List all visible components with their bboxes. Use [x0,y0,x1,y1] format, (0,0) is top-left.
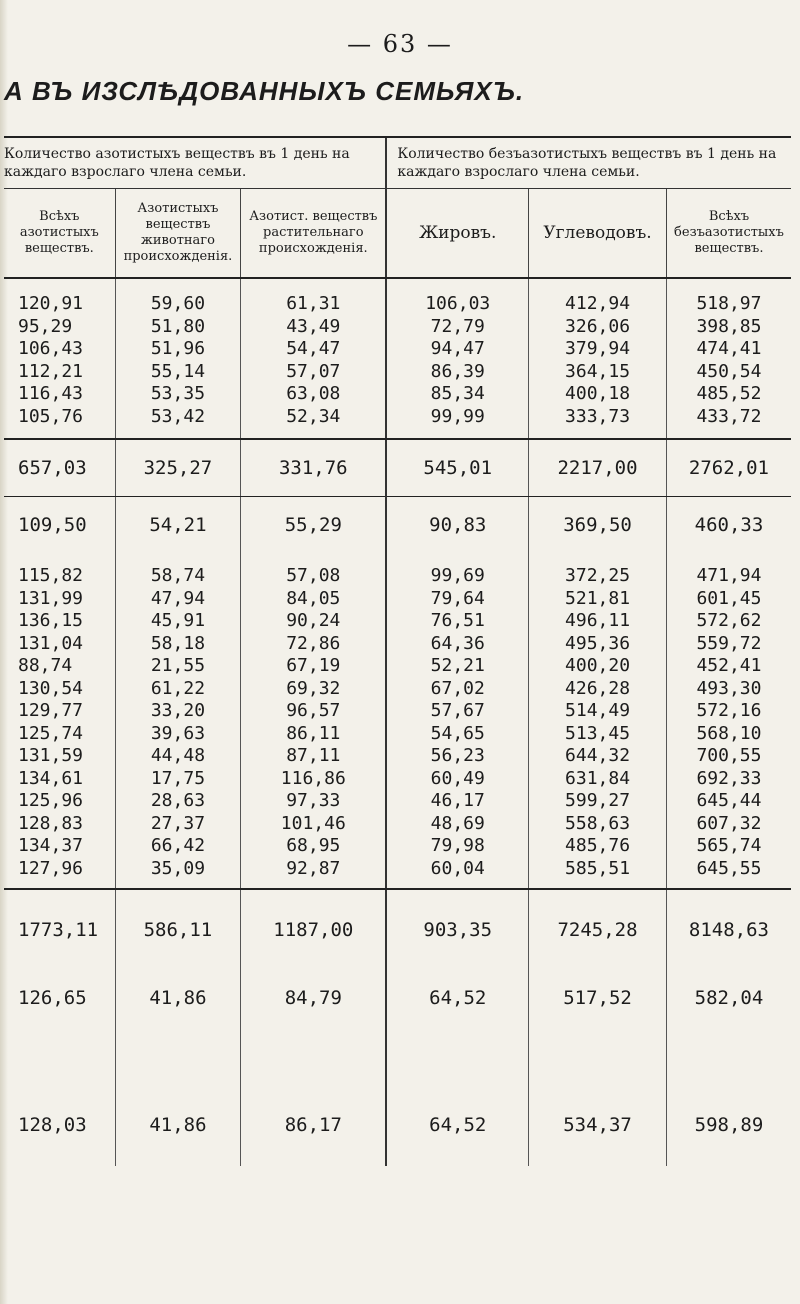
cell-carbohydrates: 2217,00 [529,439,667,497]
cell-total-nitrogen: 88,74 [18,655,73,676]
table-row [4,406,791,440]
cell-total-non-nitrogen: 433,72 [666,406,791,440]
column-header-plant-nitrogen: Азотист. веществъ растительнаго происхожденія. [241,189,387,279]
cell-total-non-nitrogen: 493,30 [666,678,791,701]
cell-animal-nitrogen: 54,21 [115,497,241,554]
cell-fats: 99,69 [386,553,528,588]
cell-animal-nitrogen: 325,27 [115,439,241,497]
cell-total-nitrogen: 136,15 [18,610,84,631]
cell-plant-nitrogen: 96,57 [241,700,387,723]
cell-animal-nitrogen: 51,80 [115,316,241,339]
column-header-total-non-nitrogen: Всѣхъ безъазотистыхъ веществъ. [666,189,791,279]
table-row [4,610,791,633]
nutrition-table [4,136,791,1166]
cell-plant-nitrogen: 84,79 [241,970,387,1026]
cell-animal-nitrogen: 55,14 [115,361,241,384]
cell-total-nitrogen: 1773,11 [18,919,99,941]
cell-fats: 545,01 [386,439,528,497]
cell-total-non-nitrogen: 700,55 [666,745,791,768]
cell-fats: 72,79 [386,316,528,339]
cell-total-nitrogen: 131,99 [18,587,84,609]
cell-carbohydrates: 495,36 [529,633,667,656]
cell-animal-nitrogen: 41,86 [115,970,241,1026]
cell-total-nitrogen: 130,54 [18,677,84,699]
cell-animal-nitrogen: 21,55 [115,655,241,678]
cell-carbohydrates: 379,94 [529,338,667,361]
cell-animal-nitrogen: 53,35 [115,383,241,406]
cell-animal-nitrogen: 35,09 [115,858,241,890]
group-header-nitrogen: Количество азотистыхъ веществъ въ 1 день на каждаго взрослаго члена семьи. [4,137,386,189]
cell-carbohydrates: 326,06 [529,316,667,339]
cell-total-non-nitrogen: 485,52 [666,383,791,406]
cell-fats: 99,99 [386,406,528,440]
table-row [4,678,791,701]
cell-fats: 76,51 [386,610,528,633]
cell-total-nitrogen: 109,50 [18,514,87,536]
cell-animal-nitrogen: 39,63 [115,723,241,746]
cell-plant-nitrogen: 1187,00 [241,889,387,970]
cell-carbohydrates: 485,76 [529,835,667,858]
cell-total-non-nitrogen: 607,32 [666,813,791,836]
cell-plant-nitrogen: 116,86 [241,768,387,791]
cell-fats: 90,83 [386,497,528,554]
table-row [4,858,791,890]
cell-fats: 52,21 [386,655,528,678]
cell-total-non-nitrogen: 692,33 [666,768,791,791]
sum-row [4,439,791,497]
cell-total-non-nitrogen: 582,04 [666,970,791,1026]
cell-fats: 60,49 [386,768,528,791]
cell-total-non-nitrogen: 2762,01 [666,439,791,497]
cell-fats: 54,65 [386,723,528,746]
cell-total-non-nitrogen: 568,10 [666,723,791,746]
cell-plant-nitrogen: 86,17 [241,1026,387,1166]
cell-total-nitrogen: 116,43 [18,383,84,404]
cell-plant-nitrogen: 86,11 [241,723,387,746]
cell-plant-nitrogen: 87,11 [241,745,387,768]
cell-fats: 903,35 [386,889,528,970]
table-row [4,361,791,384]
cell-total-non-nitrogen: 645,55 [666,858,791,890]
column-header-total-nitrogen: Всѣхъ азотистыхъ веществъ. [4,189,115,279]
cell-animal-nitrogen: 33,20 [115,700,241,723]
page-number: — 63 — [347,30,453,58]
cell-plant-nitrogen: 331,76 [241,439,387,497]
cell-carbohydrates: 426,28 [529,678,667,701]
cell-total-non-nitrogen: 572,16 [666,700,791,723]
cell-carbohydrates: 558,63 [529,813,667,836]
cell-carbohydrates: 333,73 [529,406,667,440]
cell-total-nitrogen: 128,03 [18,1114,87,1136]
cell-total-non-nitrogen: 450,54 [666,361,791,384]
table-row [4,588,791,611]
cell-carbohydrates: 599,27 [529,790,667,813]
cell-plant-nitrogen: 72,86 [241,633,387,656]
group-header-non-nitrogen: Количество безъазотистыхъ веществъ въ 1 день на каждаго взрослаго члена семьи. [386,137,791,189]
cell-plant-nitrogen: 90,24 [241,610,387,633]
cell-carbohydrates: 400,20 [529,655,667,678]
cell-fats: 67,02 [386,678,528,701]
sum-row [4,889,791,970]
column-header-row [4,189,791,279]
cell-total-non-nitrogen: 518,97 [666,278,791,316]
table-row [4,553,791,588]
cell-animal-nitrogen: 45,91 [115,610,241,633]
cell-plant-nitrogen: 84,05 [241,588,387,611]
table-row [4,655,791,678]
cell-plant-nitrogen: 67,19 [241,655,387,678]
cell-total-nitrogen: 128,83 [18,812,84,834]
cell-fats: 48,69 [386,813,528,836]
cell-animal-nitrogen: 58,18 [115,633,241,656]
cell-total-nitrogen: 127,96 [4,858,115,890]
cell-animal-nitrogen: 61,22 [115,678,241,701]
cell-fats: 85,34 [386,383,528,406]
table-row [4,768,791,791]
cell-total-nitrogen: 657,03 [4,439,115,497]
cell-total-non-nitrogen: 452,41 [666,655,791,678]
cell-total-non-nitrogen: 572,62 [666,610,791,633]
cell-carbohydrates: 7245,28 [529,889,667,970]
table-row [4,723,791,746]
table-row [4,745,791,768]
cell-total-nitrogen: 134,61 [18,767,84,789]
cell-animal-nitrogen: 44,48 [115,745,241,768]
cell-plant-nitrogen: 57,07 [241,361,387,384]
column-header-animal-nitrogen: Азотистыхъ веществъ животнаго происхожденія. [115,189,241,279]
cell-carbohydrates: 534,37 [529,1026,667,1166]
cell-carbohydrates: 585,51 [529,858,667,890]
average-row [4,497,791,554]
cell-total-non-nitrogen: 601,45 [666,588,791,611]
cell-animal-nitrogen: 17,75 [115,768,241,791]
cell-total-non-nitrogen: 645,44 [666,790,791,813]
cell-total-non-nitrogen: 471,94 [666,553,791,588]
cell-total-non-nitrogen: 398,85 [666,316,791,339]
cell-total-nitrogen: 115,82 [18,565,84,586]
cell-carbohydrates: 517,52 [529,970,667,1026]
cell-animal-nitrogen: 51,96 [115,338,241,361]
cell-carbohydrates: 400,18 [529,383,667,406]
cell-total-nitrogen: 129,77 [18,700,84,721]
cell-plant-nitrogen: 101,46 [241,813,387,836]
table-row [4,278,791,316]
cell-total-non-nitrogen: 559,72 [666,633,791,656]
cell-animal-nitrogen: 586,11 [115,889,241,970]
cell-total-nitrogen: 125,74 [18,722,84,744]
cell-total-nitrogen: 125,96 [18,790,84,811]
cell-fats: 57,67 [386,700,528,723]
cell-total-non-nitrogen: 598,89 [666,1026,791,1166]
cell-total-nitrogen: 131,04 [18,632,84,654]
cell-animal-nitrogen: 66,42 [115,835,241,858]
cell-carbohydrates: 364,15 [529,361,667,384]
cell-carbohydrates: 514,49 [529,700,667,723]
column-header-carbohydrates: Углеводовъ. [529,189,667,279]
cell-carbohydrates: 496,11 [529,610,667,633]
cell-fats: 94,47 [386,338,528,361]
cell-fats: 106,03 [386,278,528,316]
cell-plant-nitrogen: 43,49 [241,316,387,339]
cell-plant-nitrogen: 55,29 [241,497,387,554]
group-header-row [4,137,791,189]
cell-fats: 79,98 [386,835,528,858]
cell-total-nitrogen: 120,91 [18,293,84,314]
cell-plant-nitrogen: 97,33 [241,790,387,813]
cell-plant-nitrogen: 92,87 [241,858,387,890]
cell-total-non-nitrogen: 565,74 [666,835,791,858]
cell-carbohydrates: 521,81 [529,588,667,611]
cell-total-nitrogen: 126,65 [18,987,87,1009]
cell-fats: 56,23 [386,745,528,768]
cell-total-non-nitrogen: 474,41 [666,338,791,361]
table-body [4,278,791,1166]
table-row [4,316,791,339]
table-row [4,338,791,361]
cell-plant-nitrogen: 57,08 [241,553,387,588]
cell-animal-nitrogen: 59,60 [115,278,241,316]
cell-plant-nitrogen: 61,31 [241,278,387,316]
cell-fats: 46,17 [386,790,528,813]
cell-fats: 60,04 [386,858,528,890]
cell-fats: 64,52 [386,970,528,1026]
cell-total-nitrogen: 106,43 [18,338,84,359]
cell-total-non-nitrogen: 8148,63 [666,889,791,970]
cell-animal-nitrogen: 58,74 [115,553,241,588]
cell-total-non-nitrogen: 460,33 [666,497,791,554]
cell-fats: 64,52 [386,1026,528,1166]
table-row [4,790,791,813]
table-row [4,813,791,836]
cell-plant-nitrogen: 54,47 [241,338,387,361]
average-row [4,970,791,1026]
cell-total-nitrogen: 95,29 [18,315,73,337]
cell-total-nitrogen: 105,76 [4,406,115,440]
column-header-fats: Жировъ. [386,189,528,279]
cell-carbohydrates: 369,50 [529,497,667,554]
table-row [4,700,791,723]
final-average-row [4,1026,791,1166]
cell-total-nitrogen: 134,37 [18,835,84,856]
cell-plant-nitrogen: 52,34 [241,406,387,440]
cell-fats: 64,36 [386,633,528,656]
cell-fats: 79,64 [386,588,528,611]
cell-carbohydrates: 631,84 [529,768,667,791]
cell-carbohydrates: 513,45 [529,723,667,746]
cell-plant-nitrogen: 69,32 [241,678,387,701]
table-row [4,835,791,858]
cell-plant-nitrogen: 63,08 [241,383,387,406]
cell-carbohydrates: 644,32 [529,745,667,768]
cell-animal-nitrogen: 28,63 [115,790,241,813]
cell-animal-nitrogen: 53,42 [115,406,241,440]
cell-animal-nitrogen: 27,37 [115,813,241,836]
cell-animal-nitrogen: 47,94 [115,588,241,611]
table-row [4,633,791,656]
cell-fats: 86,39 [386,361,528,384]
cell-plant-nitrogen: 68,95 [241,835,387,858]
cell-total-nitrogen: 112,21 [18,360,84,382]
page-title: А ВЪ ИЗСЛѢДОВАННЫХЪ СЕМЬЯХЪ. [4,76,525,106]
table-row [4,383,791,406]
cell-total-nitrogen: 131,59 [18,745,84,766]
cell-carbohydrates: 412,94 [529,278,667,316]
cell-animal-nitrogen: 41,86 [115,1026,241,1166]
cell-carbohydrates: 372,25 [529,553,667,588]
